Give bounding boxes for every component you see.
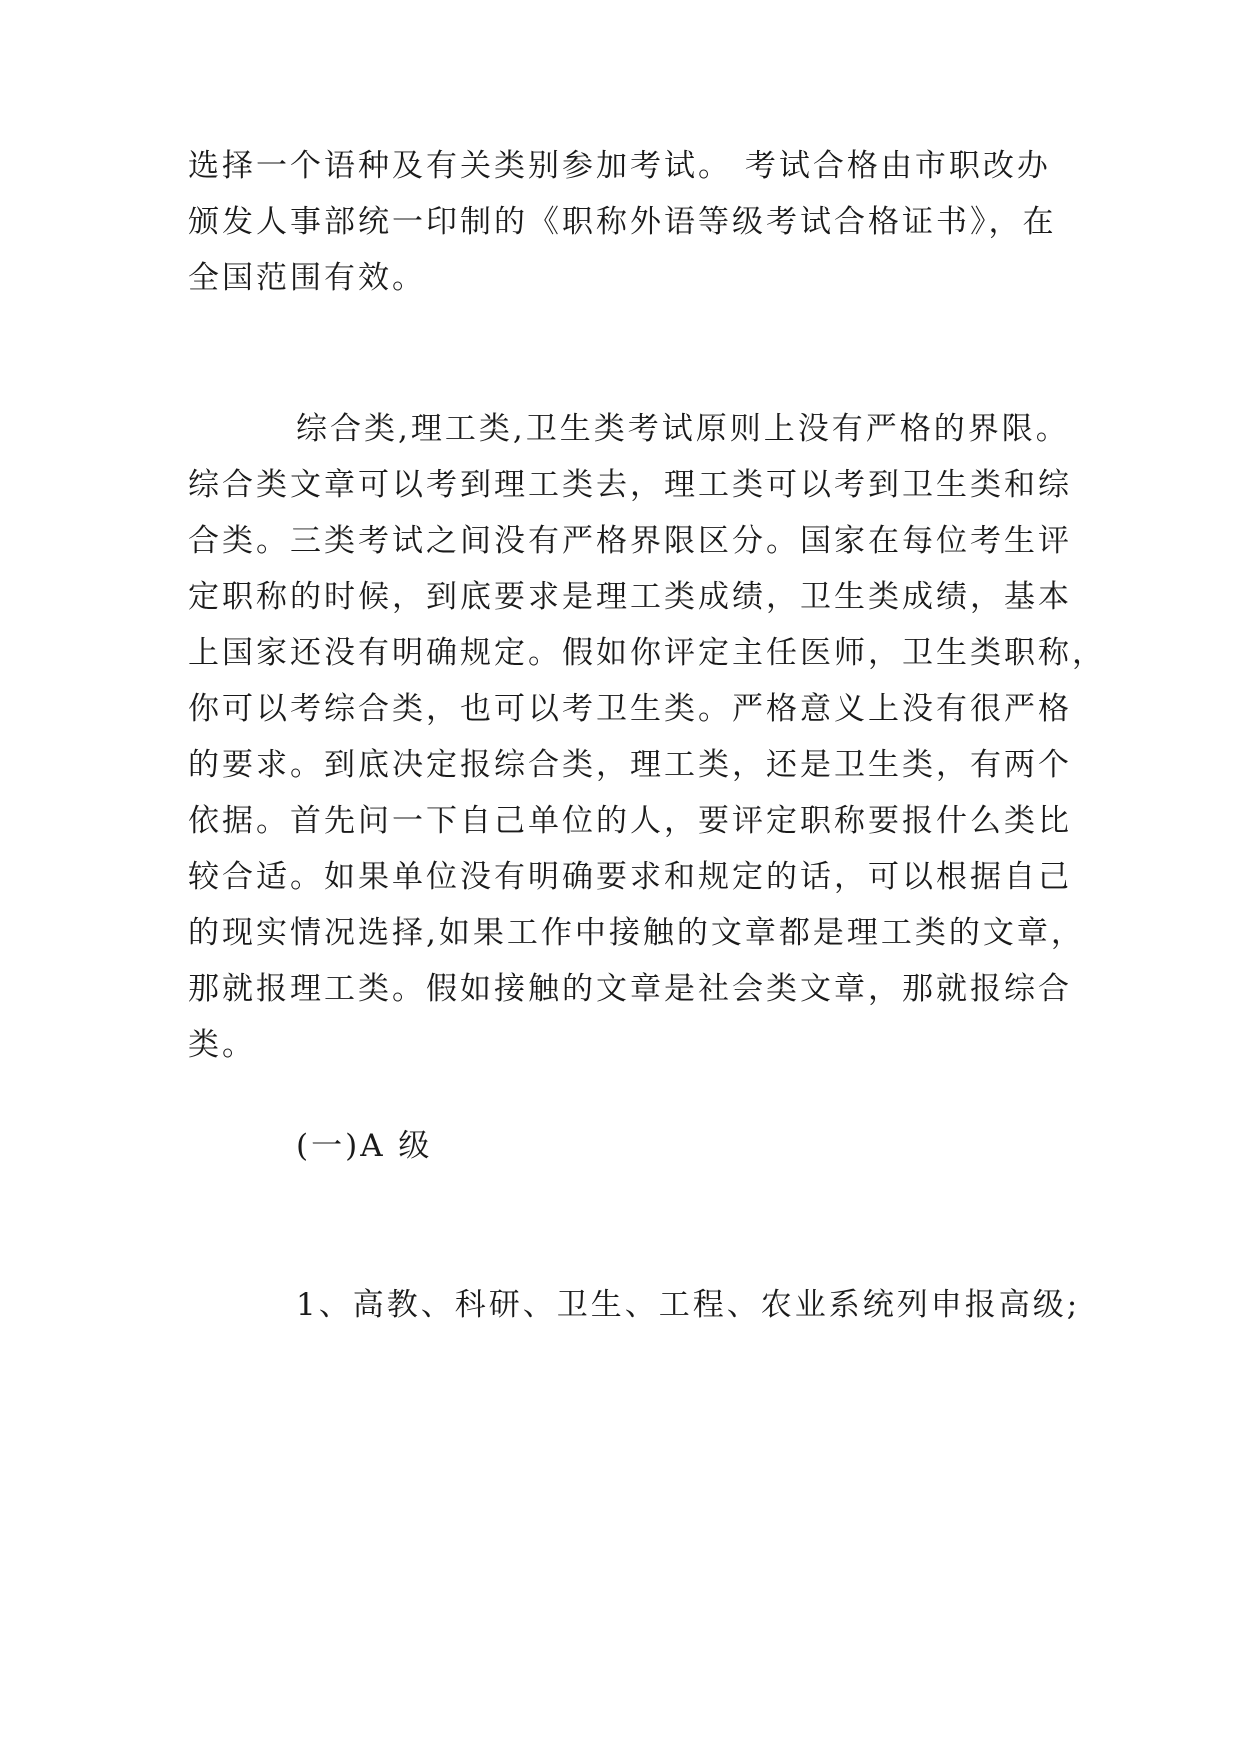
text-line: 依据。首先问一下自己单位的人，要评定职称要报什么类比 (188, 803, 1072, 839)
text-line: 上国家还没有明确规定。假如你评定主任医师，卫生类职称， (188, 635, 1106, 671)
text-line: 那就报理工类。假如接触的文章是社会类文章，那就报综合 (188, 971, 1072, 1007)
text-line: 你可以考综合类，也可以考卫生类。严格意义上没有很严格 (188, 691, 1072, 727)
text-line: 定职称的时候，到底要求是理工类成绩，卫生类成绩，基本 (188, 579, 1072, 615)
text-line: 类。 (188, 1027, 256, 1063)
paragraph-exam-certificate (188, 138, 1057, 306)
text-line: 综合类文章可以考到理工类去，理工类可以考到卫生类和综 (188, 467, 1072, 503)
text-line: 的现实情况选择,如果工作中接触的文章都是理工类的文章， (188, 915, 1085, 951)
text-line: 较合适。如果单位没有明确要求和规定的话，可以根据自己 (188, 859, 1072, 895)
text-line: 全国范围有效。 (188, 260, 426, 296)
text-line: 选择一个语种及有关类别参加考试。 考试合格由市职改办 (188, 148, 1051, 184)
heading-level-a (188, 1118, 1054, 1174)
text-line: 颁发人事部统一印制的《职称外语等级考试合格证书》，在 (188, 204, 1057, 240)
text-line: 的要求。到底决定报综合类，理工类，还是卫生类，有两个 (188, 747, 1072, 783)
text-line: 1、高教、科研、卫生、工程、农业系统列申报高级; (296, 1287, 1081, 1323)
text-line: 综合类,理工类,卫生类考试原则上没有严格的界限。 (296, 411, 1070, 447)
list-item-senior-application (188, 1277, 1081, 1333)
text-line: 合类。三类考试之间没有严格界限区分。国家在每位考生评 (188, 523, 1072, 559)
paragraph-exam-categories (188, 401, 1106, 1073)
text-line: (一)A 级 (296, 1128, 433, 1164)
